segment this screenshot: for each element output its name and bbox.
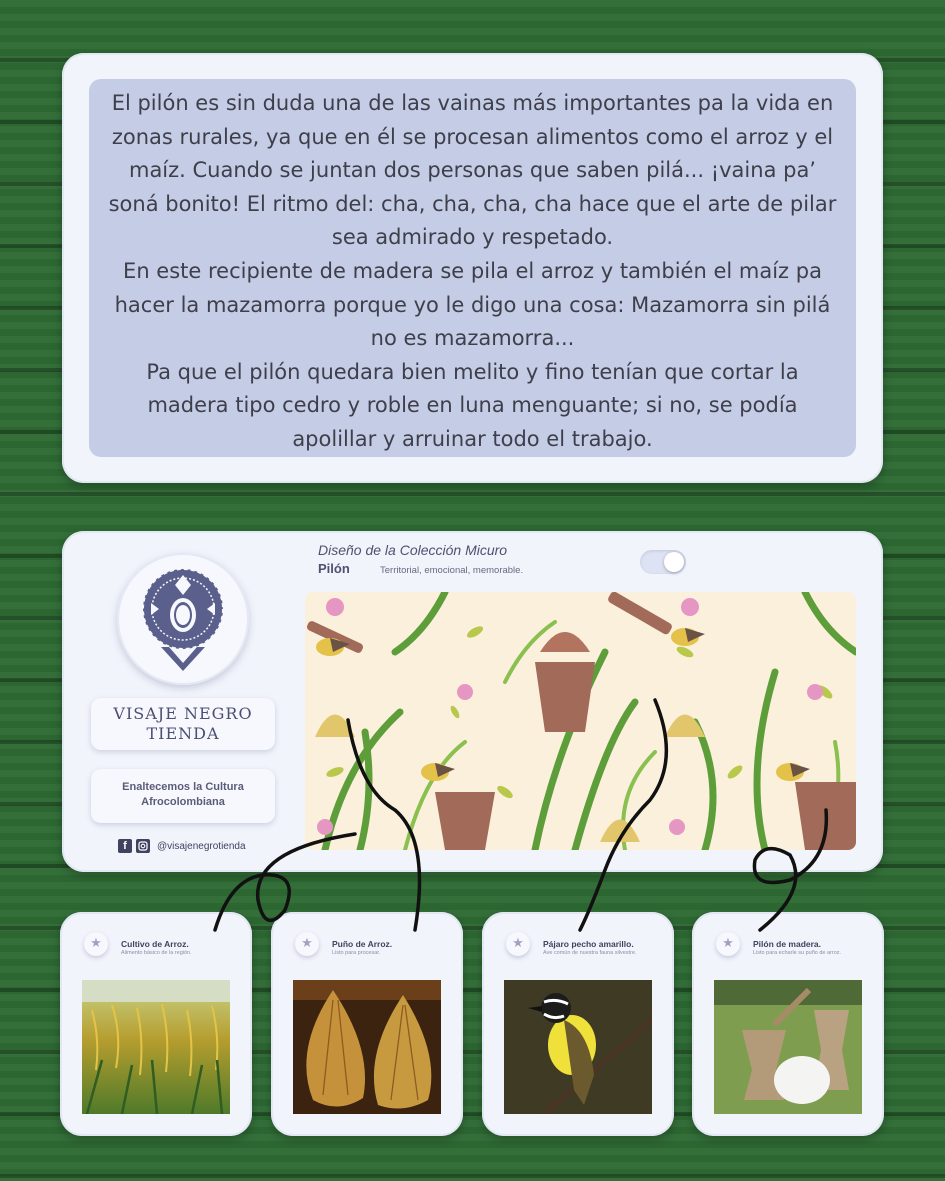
pattern-illustration bbox=[305, 592, 856, 850]
product-description: Territorial, emocional, memorable. bbox=[380, 565, 524, 576]
card-subtitle: Ave común de nuestra fauna silvestre. bbox=[543, 950, 637, 956]
card-subtitle: Listo para procesar. bbox=[332, 950, 381, 956]
star-icon[interactable]: ★ bbox=[506, 932, 530, 956]
card-title: Pájaro pecho amarillo. bbox=[543, 939, 634, 949]
card-yellow-bird[interactable] bbox=[482, 912, 674, 1136]
yellow-bird-photo bbox=[504, 980, 652, 1114]
card-title: Cultivo de Arroz. bbox=[121, 939, 189, 949]
story-text-box bbox=[89, 79, 856, 457]
collection-title: Diseño de la Colección Micuro bbox=[318, 542, 508, 558]
star-icon[interactable]: ★ bbox=[84, 932, 108, 956]
facebook-icon[interactable]: f bbox=[118, 839, 132, 853]
brand-name-box bbox=[91, 698, 275, 750]
product-name: Pilón bbox=[318, 561, 350, 576]
tagline-box bbox=[91, 769, 275, 823]
story-paragraph-2: En este recipiente de madera se pila el arroz y también el maíz pa hacer la mazamorra porque yo le digo una cosa: Mazamorra sin pilá no es mazamorra... bbox=[114, 258, 831, 351]
brand-logo bbox=[117, 553, 249, 685]
card-title: Pilón de madera. bbox=[753, 939, 822, 949]
card-title: Puño de Arroz. bbox=[332, 939, 393, 949]
social-row bbox=[118, 839, 246, 853]
brand-name: VISAJE NEGRO TIENDA bbox=[113, 704, 253, 743]
collection-toggle[interactable] bbox=[640, 550, 686, 574]
card-subtitle: Alimento básico de la región. bbox=[121, 950, 192, 956]
toggle-knob bbox=[664, 552, 684, 572]
instagram-icon[interactable] bbox=[136, 839, 150, 853]
card-rice-field[interactable] bbox=[60, 912, 252, 1136]
wooden-mortar-photo bbox=[714, 980, 862, 1114]
card-subtitle: Listo para echarle su puño de arroz. bbox=[753, 950, 842, 956]
collection-card bbox=[62, 531, 883, 872]
logo-emblem-icon bbox=[137, 563, 229, 675]
story-paragraph-1: El pilón es sin duda una de las vainas más importantes pa la vida en zonas rurales, ya que en él se procesan alimentos como el arroz y el maíz. Cuando se juntan dos personas que saben pilá... ¡vaina pa’ soná bonito! El ritmo del: cha, cha, cha, cha hace que el arte de pilar sea admirado y respetado. bbox=[108, 91, 837, 250]
story-card bbox=[62, 53, 883, 483]
story-paragraph-3: Pa que el pilón quedara bien melito y fino tenían que cortar la madera tipo cedro y roble en luna menguante; si no, se podía apolillar y arruinar todo el trabajo. bbox=[146, 359, 799, 451]
star-icon[interactable]: ★ bbox=[295, 932, 319, 956]
brand-tagline: Enaltecemos la Cultura Afrocolombiana bbox=[122, 781, 244, 808]
card-rice-sheaf[interactable] bbox=[271, 912, 463, 1136]
rice-field-photo bbox=[82, 980, 230, 1114]
card-wooden-mortar[interactable] bbox=[692, 912, 884, 1136]
social-handle[interactable]: @visajenegrotienda bbox=[157, 840, 246, 852]
rice-sheaf-photo bbox=[293, 980, 441, 1114]
star-icon[interactable]: ★ bbox=[716, 932, 740, 956]
